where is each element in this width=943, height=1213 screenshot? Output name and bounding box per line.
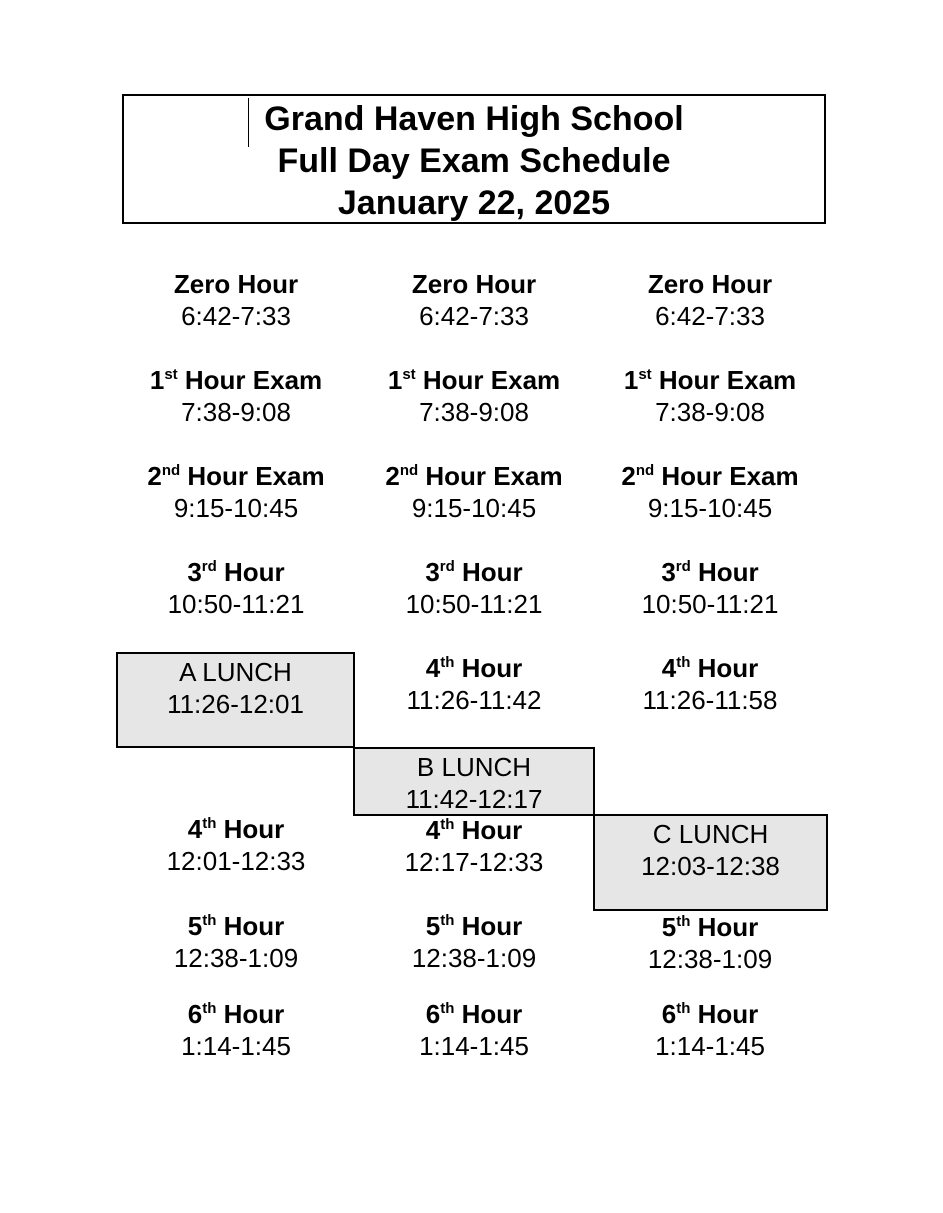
lunch-label: B LUNCH <box>416 752 532 782</box>
period-time: 1:14-1:45 <box>655 1031 765 1061</box>
period-time: 1:14-1:45 <box>181 1031 291 1061</box>
col2-fifth-hour <box>356 910 592 974</box>
period-time: 7:38-9:08 <box>419 397 529 427</box>
period-time: 12:17-12:33 <box>404 847 544 877</box>
schedule-title-box <box>122 94 826 224</box>
col3-zero-hour <box>592 268 828 332</box>
period-label: 2nd Hour Exam <box>147 461 325 491</box>
col3-fifth-hour <box>592 911 828 975</box>
period-label: 6th Hour <box>187 999 285 1029</box>
period-time: 6:42-7:33 <box>181 301 291 331</box>
col3-fourth-hour <box>592 652 828 716</box>
period-time: 9:15-10:45 <box>173 493 299 523</box>
period-label: 3rd Hour <box>425 557 523 587</box>
period-label: 4th Hour <box>661 653 759 683</box>
period-label: 4th Hour <box>425 815 523 845</box>
period-label: 5th Hour <box>425 911 523 941</box>
school-name: Grand Haven High School <box>264 100 684 138</box>
period-time: 9:15-10:45 <box>411 493 537 523</box>
period-label: Zero Hour <box>647 269 773 299</box>
col2-first-hour-exam <box>356 364 592 428</box>
period-label: 5th Hour <box>187 911 285 941</box>
schedule-subtitle: Full Day Exam Schedule <box>277 142 671 180</box>
col1-fifth-hour <box>118 910 354 974</box>
col2-third-hour <box>356 556 592 620</box>
period-time: 7:38-9:08 <box>181 397 291 427</box>
period-label: 3rd Hour <box>187 557 285 587</box>
lunch-label: A LUNCH <box>179 657 292 687</box>
period-label: 3rd Hour <box>661 557 759 587</box>
col1-sixth-hour <box>118 998 354 1062</box>
col3-second-hour-exam <box>592 460 828 524</box>
period-label: 2nd Hour Exam <box>621 461 799 491</box>
period-time: 12:38-1:09 <box>411 943 537 973</box>
col1-fourth-hour <box>118 813 354 877</box>
period-time: 11:26-11:42 <box>406 685 542 715</box>
lunch-time: 11:26-12:01 <box>167 689 304 719</box>
text-cursor <box>248 98 249 147</box>
period-label: 2nd Hour Exam <box>385 461 563 491</box>
period-label: 6th Hour <box>425 999 523 1029</box>
col2-fourth-hour-early <box>356 652 592 716</box>
period-time: 12:38-1:09 <box>173 943 299 973</box>
lunch-time: 11:42-12:17 <box>405 784 543 814</box>
col1-zero-hour <box>118 268 354 332</box>
col1-first-hour-exam <box>118 364 354 428</box>
col1-second-hour-exam <box>118 460 354 524</box>
period-time: 7:38-9:08 <box>655 397 765 427</box>
period-time: 10:50-11:21 <box>167 589 305 619</box>
period-label: 5th Hour <box>661 912 759 942</box>
period-label: 1st Hour Exam <box>149 365 323 395</box>
period-time: 1:14-1:45 <box>419 1031 529 1061</box>
col3-first-hour-exam <box>592 364 828 428</box>
period-time: 11:26-11:58 <box>642 685 778 715</box>
period-label: 1st Hour Exam <box>623 365 797 395</box>
lunch-label: C LUNCH <box>652 819 769 849</box>
period-time: 12:01-12:33 <box>166 846 306 876</box>
col2-fourth-hour-late <box>356 814 592 878</box>
col2-sixth-hour <box>356 998 592 1062</box>
b-lunch-box <box>353 747 595 816</box>
period-label: 6th Hour <box>661 999 759 1029</box>
schedule-date: January 22, 2025 <box>337 184 611 222</box>
period-time: 6:42-7:33 <box>655 301 765 331</box>
lunch-time: 12:03-12:38 <box>641 851 780 881</box>
period-label: 4th Hour <box>425 653 523 683</box>
a-lunch-box <box>116 652 355 748</box>
period-time: 9:15-10:45 <box>647 493 773 523</box>
period-label: Zero Hour <box>411 269 537 299</box>
col2-second-hour-exam <box>356 460 592 524</box>
col1-third-hour <box>118 556 354 620</box>
col2-zero-hour <box>356 268 592 332</box>
period-time: 10:50-11:21 <box>641 589 779 619</box>
period-label: 1st Hour Exam <box>387 365 561 395</box>
period-time: 6:42-7:33 <box>419 301 529 331</box>
period-label: Zero Hour <box>173 269 299 299</box>
col3-sixth-hour <box>592 998 828 1062</box>
col3-third-hour <box>592 556 828 620</box>
period-label: 4th Hour <box>187 814 285 844</box>
c-lunch-box <box>593 814 828 911</box>
period-time: 12:38-1:09 <box>647 944 773 974</box>
period-time: 10:50-11:21 <box>405 589 543 619</box>
